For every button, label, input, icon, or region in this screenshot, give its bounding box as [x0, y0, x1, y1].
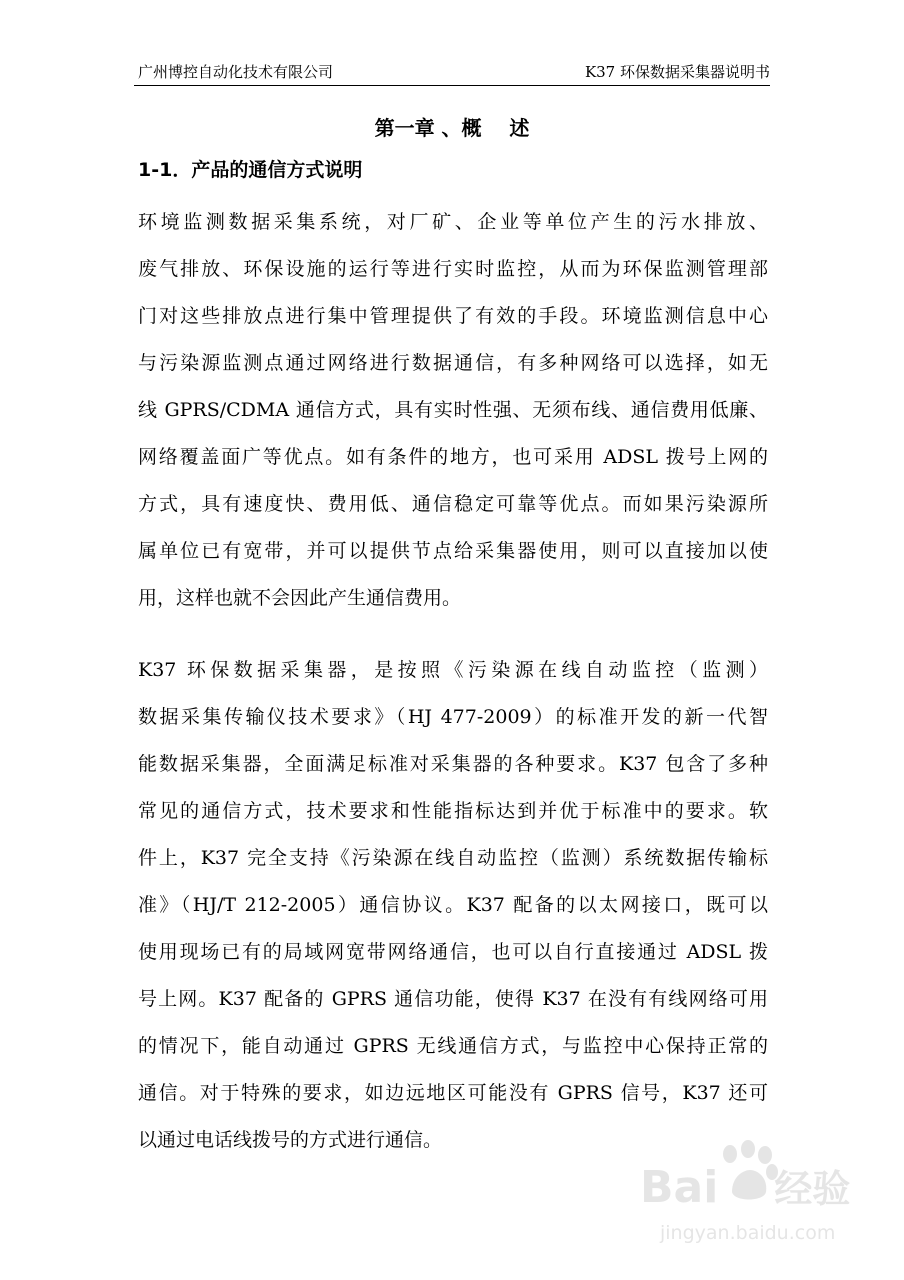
paragraph-line: 用，这样也就不会因此产生通信费用。	[138, 587, 462, 609]
baidu-jingyan-watermark	[640, 1140, 880, 1260]
paragraph-line: 准》（HJ/T 212-2005）通信协议。K37 配备的以太网接口，既可以	[138, 894, 768, 916]
paragraph-line: K37 环保数据采集器，是按照《污染源在线自动监控（监测）	[138, 659, 768, 681]
paragraph-line: 门对这些排放点进行集中管理提供了有效的手段。环境监测信息中心	[138, 305, 768, 327]
chapter-title: 第一章 、概 述	[374, 116, 530, 140]
watermark-url: jingyan.baidu.com	[660, 1222, 836, 1244]
paragraph-line: 常见的通信方式，技术要求和性能指标达到并优于标准中的要求。软	[138, 800, 768, 822]
paragraph-line: 号上网。K37 配备的 GPRS 通信功能，使得 K37 在没有有线网络可用	[138, 988, 768, 1010]
paragraph-line: 能数据采集器，全面满足标准对采集器的各种要求。K37 包含了多种	[138, 753, 768, 775]
paragraph-line: 线 GPRS/CDMA 通信方式，具有实时性强、无须布线、通信费用低廉、	[138, 399, 768, 421]
paragraph-line: 与污染源监测点通过网络进行数据通信，有多种网络可以选择，如无	[138, 352, 768, 374]
header-rule	[134, 85, 770, 86]
paragraph-line: 件上，K37 完全支持《污染源在线自动监控（监测）系统数据传输标	[138, 847, 768, 869]
paragraph-line: 方式，具有速度快、费用低、通信稳定可靠等优点。而如果污染源所	[138, 493, 768, 515]
paragraph-line: 的情况下，能自动通过 GPRS 无线通信方式，与监控中心保持正常的	[138, 1035, 768, 1057]
paragraph-line: 数据采集传输仪技术要求》（HJ 477-2009）的标准开发的新一代智	[138, 706, 768, 728]
paragraph-line: 使用现场已有的局域网宽带网络通信，也可以自行直接通过 ADSL 拨	[138, 941, 768, 963]
paragraph-line: 以通过电话线拨号的方式进行通信。	[138, 1129, 443, 1151]
paragraph-line: 通信。对于特殊的要求，如边远地区可能没有 GPRS 信号，K37 还可	[138, 1082, 768, 1104]
paragraph-line: 环境监测数据采集系统，对厂矿、企业等单位产生的污水排放、	[138, 211, 768, 233]
paragraph-line: 属单位已有宽带，并可以提供节点给采集器使用，则可以直接加以使	[138, 540, 768, 562]
header-doc-title: K37 环保数据采集器说明书	[584, 63, 770, 81]
paragraph-line: 废气排放、环保设施的运行等进行实时监控，从而为环保监测管理部	[138, 258, 768, 280]
paragraph-line: 网络覆盖面广等优点。如有条件的地方，也可采用 ADSL 拨号上网的	[138, 446, 768, 468]
header-company: 广州博控自动化技术有限公司	[138, 63, 334, 81]
section-title: 1-1．产品的通信方式说明	[138, 159, 363, 181]
watermark-logo-text: Bai 经验	[640, 1162, 851, 1213]
